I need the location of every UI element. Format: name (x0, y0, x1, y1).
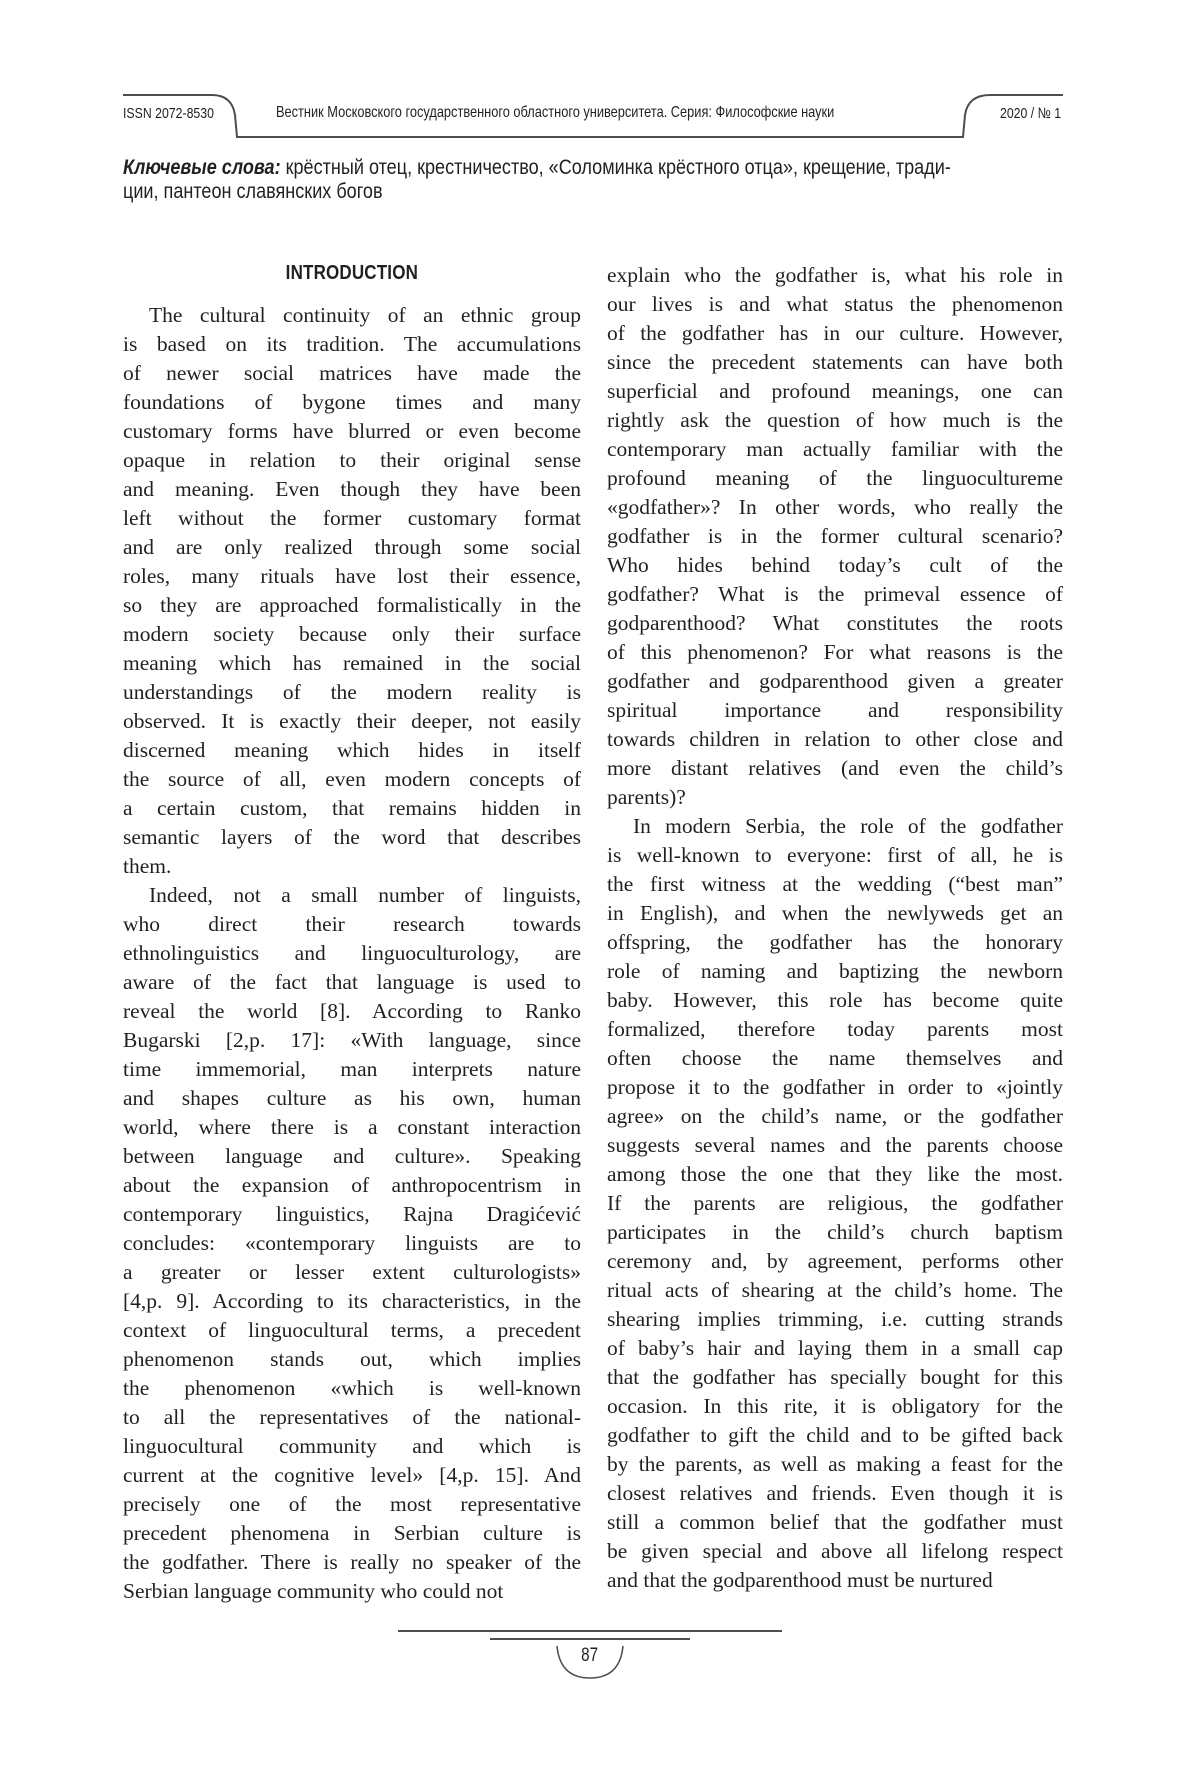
text-line: of newer social matrices have made the (123, 361, 581, 385)
text-line: often choose the name themselves and (607, 1046, 1063, 1070)
text-line: profound meaning of the linguocultureme (607, 466, 1063, 490)
text-line: in English), and when the newlyweds get an (607, 901, 1063, 925)
issn-number: ISSN 2072-8530 (123, 105, 214, 122)
text-line: godfather and godparenthood given a greater (607, 669, 1063, 693)
text-line: of the godfather has in our culture. However, (607, 321, 1063, 345)
text-line: godparenthood? What constitutes the roots (607, 611, 1063, 635)
text-line: ritual acts of shearing at the child’s home. The (607, 1278, 1063, 1302)
right-text-column (607, 261, 1063, 1595)
text-line: ethnolinguistics and linguoculturology, are (123, 941, 581, 965)
text-line: participates in the child’s church baptism (607, 1220, 1063, 1244)
text-line: that the godfather has specially bought for this (607, 1365, 1063, 1389)
text-line: Indeed, not a small number of linguists, (149, 883, 581, 907)
text-line: by the parents, as well as making a feast for the (607, 1452, 1063, 1476)
text-line: precedent phenomena in Serbian culture is (123, 1521, 581, 1545)
text-line: still a common belief that the godfather must (607, 1510, 1063, 1534)
text-line: occasion. In this rite, it is obligatory for the (607, 1394, 1063, 1418)
text-line: the first witness at the wedding (“best man” (607, 872, 1063, 896)
text-line: agree» on the child’s name, or the godfather (607, 1104, 1063, 1128)
text-line: closest relatives and friends. Even though it is (607, 1481, 1063, 1505)
text-line: our lives is and what status the phenomenon (607, 292, 1063, 316)
page-number (560, 1645, 620, 1667)
keywords-label: Ключевые слова: (123, 156, 281, 179)
text-line: linguocultural community and which is (123, 1434, 581, 1458)
text-line: observed. It is exactly their deeper, not easily (123, 709, 581, 733)
text-line: «godfather»? In other words, who really the (607, 495, 1063, 519)
text-line: among those the one that they like the most. (607, 1162, 1063, 1186)
left-text-column (123, 301, 581, 1606)
text-line: shearing implies trimming, i.e. cutting strands (607, 1307, 1063, 1331)
journal-title: Вестник Московского государственного областного университета. Серия: Философские науки (276, 104, 835, 121)
text-line: semantic layers of the word that describes (123, 825, 581, 849)
text-line: the godfather. There is really no speaker of the (123, 1550, 581, 1574)
text-line: [4,p. 9]. According to its characteristics, in the (123, 1289, 581, 1313)
text-line: Who hides behind today’s cult of the (607, 553, 1063, 577)
keywords-line-2: ции, пантеон славянских богов (123, 180, 383, 203)
text-line: context of linguocultural terms, a precedent (123, 1318, 581, 1342)
text-line: of this phenomenon? For what reasons is the (607, 640, 1063, 664)
text-line: godfather to gift the child and to be gifted back (607, 1423, 1063, 1447)
text-line: The cultural continuity of an ethnic group (149, 303, 581, 327)
text-line: meaning which has remained in the social (123, 651, 581, 675)
running-header-frame (0, 0, 1200, 160)
text-line: and meaning. Even though they have been (123, 477, 581, 501)
text-line: If the parents are religious, the godfather (607, 1191, 1063, 1215)
text-line: parents)? (607, 785, 686, 809)
text-line: is based on its tradition. The accumulations (123, 332, 581, 356)
text-line: towards children in relation to other close and (607, 727, 1063, 751)
text-line: a certain custom, that remains hidden in (123, 796, 581, 820)
text-line: the source of all, even modern concepts of (123, 767, 581, 791)
text-line: ceremony and, by agreement, performs other (607, 1249, 1063, 1273)
text-line: and that the godparenthood must be nurtured (607, 1568, 993, 1592)
text-line: be given special and above all lifelong respect (607, 1539, 1063, 1563)
text-line: left without the former customary format (123, 506, 581, 530)
text-line: is well-known to everyone: first of all, he is (607, 843, 1063, 867)
text-line: roles, many rituals have lost their essence, (123, 564, 581, 588)
text-line: offspring, the godfather has the honorary (607, 930, 1063, 954)
text-line: godfather? What is the primeval essence of (607, 582, 1063, 606)
text-line: to all the representatives of the national- (123, 1405, 581, 1429)
text-line: discerned meaning which hides in itself (123, 738, 581, 762)
text-line: customary forms have blurred or even become (123, 419, 581, 443)
text-line: so they are approached formalistically in the (123, 593, 581, 617)
text-line: suggests several names and the parents choose (607, 1133, 1063, 1157)
text-line: current at the cognitive level» [4,p. 15]. And (123, 1463, 581, 1487)
text-line: aware of the fact that language is used to (123, 970, 581, 994)
text-line: explain who the godfather is, what his role in (607, 263, 1063, 287)
text-line: role of naming and baptizing the newborn (607, 959, 1063, 983)
text-line: contemporary man actually familiar with the (607, 437, 1063, 461)
section-heading-text: INTRODUCTION (285, 262, 419, 284)
text-line: and shapes culture as his own, human (123, 1086, 581, 1110)
text-line: concludes: «contemporary linguists are to (123, 1231, 581, 1255)
text-line: reveal the world [8]. According to Ranko (123, 999, 581, 1023)
section-heading (123, 262, 581, 285)
text-line: a greater or lesser extent culturologists» (123, 1260, 581, 1284)
text-line: world, where there is a constant interaction (123, 1115, 581, 1139)
text-line: about the expansion of anthropocentrism in (123, 1173, 581, 1197)
text-line: superficial and profound meanings, one can (607, 379, 1063, 403)
text-line: godfather is in the former cultural scenario? (607, 524, 1063, 548)
text-line: more distant relatives (and even the child’s (607, 756, 1063, 780)
page-number-text: 87 (581, 1645, 599, 1666)
keywords-line-1 (123, 156, 951, 180)
text-line: of baby’s hair and laying them in a small cap (607, 1336, 1063, 1360)
text-line: spiritual importance and responsibility (607, 698, 1063, 722)
text-line: Serbian language community who could not (123, 1579, 504, 1603)
keywords-text: крёстный отец, крестничество, «Соломинка крёстного отца», крещение, тради- (280, 156, 951, 179)
text-line: since the precedent statements can have both (607, 350, 1063, 374)
text-line: Bugarski [2,p. 17]: «With language, since (123, 1028, 581, 1052)
text-line: time immemorial, man interprets nature (123, 1057, 581, 1081)
text-line: baby. However, this role has become quite (607, 988, 1063, 1012)
text-line: the phenomenon «which is well-known (123, 1376, 581, 1400)
text-line: formalized, therefore today parents most (607, 1017, 1063, 1041)
text-line: and are only realized through some social (123, 535, 581, 559)
text-line: In modern Serbia, the role of the godfather (633, 814, 1063, 838)
text-line: rightly ask the question of how much is the (607, 408, 1063, 432)
text-line: phenomenon stands out, which implies (123, 1347, 581, 1371)
text-line: contemporary linguistics, Rajna Dragićević (123, 1202, 581, 1226)
text-line: modern society because only their surface (123, 622, 581, 646)
text-line: foundations of bygone times and many (123, 390, 581, 414)
text-line: propose it to the godfather in order to «jointly (607, 1075, 1063, 1099)
text-line: opaque in relation to their original sense (123, 448, 581, 472)
text-line: precisely one of the most representative (123, 1492, 581, 1516)
text-line: understandings of the modern reality is (123, 680, 581, 704)
issue-number: 2020 / № 1 (1000, 105, 1062, 122)
text-line: between language and culture». Speaking (123, 1144, 581, 1168)
text-line: them. (123, 854, 172, 878)
text-line: who direct their research towards (123, 912, 581, 936)
